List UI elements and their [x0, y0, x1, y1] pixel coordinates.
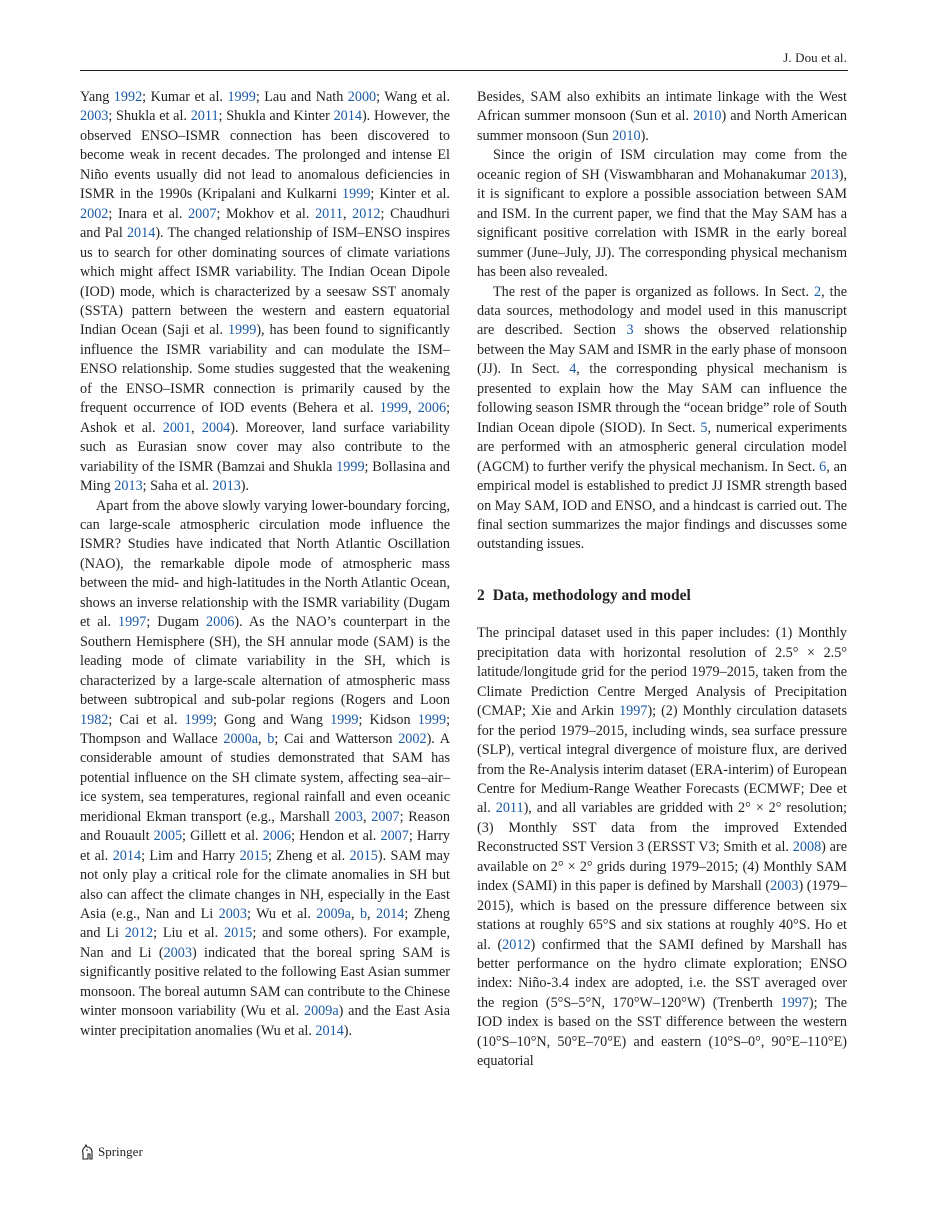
citation-link[interactable]: 1999 [227, 322, 257, 339]
text-run: ; Zheng et al. [267, 847, 350, 864]
text-run: shows the observed relationship between the May SAM and ISMR in the early phase of monsoon (JJ). In Sect. [477, 322, 847, 378]
paragraph [477, 146, 847, 282]
text-run: ), has been found to significantly influence the ISMR variability and can modulate the ISM–ENSO relationship. Some studies suggested that the weakening of the ENSO–ISMR connection is primarily caused by the frequent occurrence of IOD events (Behera et al. [80, 322, 451, 417]
text-run: ), it is significant to explore a possible association between SAM and ISM. In the current paper, we find that the May SAM has a significant positive correlation with ISMR in the early boreal summer (June–July, JJ). The corresponding physical mechanism has been also revealed. [477, 166, 847, 281]
citation-link[interactable]: 2012 [502, 936, 531, 953]
citation-link[interactable]: 4 [569, 361, 577, 378]
citation-link[interactable]: 3 [626, 322, 634, 339]
citation-link[interactable]: 2014 [333, 108, 362, 125]
text-run: ; Harry et al. [80, 828, 451, 864]
citation-link[interactable]: 1997 [117, 614, 147, 631]
citation-link[interactable]: 2007 [188, 205, 217, 222]
citation-link[interactable]: 2003 [334, 808, 364, 825]
citation-link[interactable]: 2001 [162, 419, 192, 436]
citation-link[interactable]: 2015 [239, 847, 268, 864]
text-run: ; Chaudhuri and Pal [80, 205, 450, 242]
text-run: , [367, 906, 377, 923]
header-rule [80, 70, 848, 71]
text-run: ; Kinter et al. [370, 186, 450, 203]
citation-link[interactable]: 1999 [417, 711, 447, 728]
citation-link[interactable]: 2014 [376, 906, 405, 923]
text-run: , an empirical model is established to predict JJ ISMR strength based on May SAM, IOD and ENSO, and a hindcast is carried out. The final section summarizes the major findings and discusses some outstanding issues. [477, 458, 847, 553]
text-run: ) confirmed that the SAMI defined by Marshall has better performance on the hydro climate exploration; ENSO index: Niño-3.4 index are adopted, i.e. the SST averaged over the region (5°S–5°N, 170°W–120°W) (Trenberth [477, 936, 847, 1011]
text-run: ). However, the observed ENSO–ISMR connection has been discovered to become weak in recent decades. The prolonged and intense El Niño events usually did not lead to anomalous deficiencies in ISMR in the 1990s (Kripalani and Kulkarni [80, 108, 450, 203]
text-run: The rest of the paper is organized as follows. In Sect. [493, 283, 815, 300]
text-run: ; Shukla et al. [108, 108, 191, 125]
citation-link[interactable]: 2003 [770, 878, 799, 895]
footer [80, 1144, 143, 1160]
paragraph [80, 497, 450, 1042]
section-number: 2 [477, 586, 485, 604]
text-run: ; Mokhov et al. [216, 205, 316, 222]
text-run: , [342, 205, 353, 222]
text-run: ). [640, 127, 649, 144]
citation-link[interactable]: 1992 [113, 89, 143, 105]
citation-link[interactable]: 2012 [352, 205, 381, 222]
text-run: ; Lim and Harry [141, 847, 240, 864]
text-run: , numerical experiments are performed with an atmospheric general circulation model (AGCM) to further verify the physical mechanism. In Sect. [477, 419, 847, 475]
text-run: ). A considerable amount of studies demonstrated that SAM has potential influence on the SH climate system, affecting sea–air–ice system, sea temperatures, regional rainfall and even oceanic meridional Ekman transport (e.g., Marshall [80, 730, 451, 825]
citation-link[interactable]: 2010 [612, 127, 641, 144]
section-title: Data, methodology and model [492, 586, 691, 604]
citation-link[interactable]: 2003 [163, 944, 192, 961]
text-run: ; Wang et al. [376, 89, 451, 105]
text-run: ; Kidson [358, 711, 418, 728]
text-run: ) and North American summer monsoon (Sun [477, 108, 847, 144]
text-run: , [350, 906, 360, 923]
citation-link[interactable]: 1999 [342, 186, 371, 203]
text-run: ; Wu et al. [246, 906, 317, 923]
citation-link[interactable]: 2011 [190, 108, 219, 125]
springer-horse-icon [80, 1144, 94, 1160]
citation-link[interactable]: 2002 [398, 730, 427, 747]
text-run: ; and some others). For example, Nan and Li ( [80, 925, 450, 961]
citation-link[interactable]: 6 [819, 458, 827, 475]
text-run: , the corresponding physical mechanism is presented to explain how the May SAM can influence the following season ISMR through the “ocean bridge” role of South Indian Ocean dipole (SIOD). In Sect. [477, 361, 847, 436]
text-run: Yang [80, 89, 114, 105]
text-run: ; Ashok et al. [80, 400, 451, 436]
citation-link[interactable]: 1997 [780, 994, 809, 1011]
citation-link[interactable]: b [267, 730, 275, 747]
citation-link[interactable]: 1999 [184, 711, 214, 728]
text-run: ; Bollasina and Ming [80, 458, 450, 495]
text-run: Apart from the above slowly varying lower-boundary forcing, can large-scale atmospheric circulation mode influence the ISMR? Studies have indicated that North Atlantic Oscillation (NAO), the remarkable dipole mode of atmospheric mass between the mid- and high-latitudes in the North Atlantic Ocean, shows an inverse relationship with the ISMR variability (Dugam et al. [80, 497, 450, 631]
paragraph [477, 88, 847, 146]
citation-link[interactable]: 1982 [80, 711, 109, 728]
text-run: ; Thompson and Wallace [80, 711, 451, 747]
citation-link[interactable]: 2009a [303, 1003, 339, 1020]
citation-link[interactable]: 2013 [810, 166, 839, 183]
citation-link[interactable]: 2015 [349, 847, 378, 864]
citation-link[interactable]: 1999 [336, 458, 365, 475]
citation-link[interactable]: 2007 [380, 828, 409, 845]
text-run: ) are available on 2° × 2° grids during 1979–2015; (4) Monthly SAM index (SAMI) in this paper is defined by Marshall ( [477, 839, 848, 895]
text-run: ) (1979–2015), which is based on the pressure difference between six stations at roughly 65°S and six stations at roughly 40°S. Ho et al. ( [477, 878, 847, 953]
text-run: ; Hendon et al. [291, 828, 381, 845]
text-run: ) indicated that the boreal spring SAM is significantly positive related to the following East Asian summer monsoon. The boreal autumn SAM can contribute to the Chinese winter monsoon variability (Wu et al. [80, 944, 450, 1020]
citation-link[interactable]: 2006 [262, 828, 292, 845]
citation-link[interactable]: 2002 [80, 205, 109, 222]
text-run: ). SAM may not only play a critical role for the climate anomalies in SH but also can affect the climate changes in NH, especially in the East Asia (e.g., Nan and Li [80, 847, 451, 923]
text-run: ); (2) Monthly circulation datasets for the period 1979–2015, including winds, sea surface pressure (SLP), vertical integral divergence of moisture flux, are derived from the Re-Analysis interim dataset (ERA-interim) of European Centre for Medium-Range Weather Forecasts (ECMWF; Dee et al. [477, 703, 847, 817]
citation-link[interactable]: 2007 [371, 808, 400, 825]
text-run: ). Moreover, land surface variability such as Eurasian snow cover may also contribute to the variability of the ISMR (Bamzai and Shukla [80, 419, 450, 475]
text-run: ; Saha et al. [142, 478, 213, 495]
text-run: ). As the NAO’s counterpart in the Southern Hemisphere (SH), the SH annular mode (SAM) is the leading mode of climate variability in the SH, which is characterized by a large-scale alternation of atmospheric mass between subtropical and sub-polar regions (Rogers and Loon [80, 614, 450, 709]
citation-link[interactable]: 2013 [212, 478, 241, 495]
text-run: ; Liu et al. [153, 925, 224, 942]
paragraph [477, 624, 847, 1071]
paragraph [80, 88, 450, 497]
citation-link[interactable]: 2011 [495, 800, 524, 817]
citation-link[interactable]: b [359, 906, 368, 923]
running-header-author: J. Dou et al. [783, 50, 847, 65]
citation-link[interactable]: 2006 [417, 400, 447, 417]
section-heading [477, 586, 847, 605]
text-run: , [363, 808, 372, 825]
citation-link[interactable]: 1999 [379, 400, 409, 417]
publisher-name: Springer [98, 1144, 143, 1159]
text-run: ; Gillett et al. [182, 828, 263, 845]
text-run: The principal dataset used in this paper includes: (1) Monthly precipitation data with horizontal resolution of 2.5° × 2.5° latitude/longitude grid for the period 1979–2015, taken from the Climate Prediction Centre Merged Analysis of Precipitation (CMAP; Xie and Arkin [477, 625, 847, 720]
citation-link[interactable]: 2014 [126, 225, 156, 242]
citation-link[interactable]: 5 [700, 419, 708, 436]
text-run: ) and the East Asia winter precipitation anomalies (Wu et al. [80, 1003, 450, 1039]
text-run: , the data sources, methodology and model used in this manuscript are described. Section [477, 283, 847, 339]
text-run: ; Cai and Watterson [274, 730, 399, 747]
citation-link[interactable]: 2014 [315, 1022, 344, 1039]
text-run: ). [240, 478, 250, 495]
text-run: ; Gong and Wang [213, 711, 331, 728]
text-run: , [191, 419, 202, 436]
citation-link[interactable]: 2003 [218, 906, 247, 923]
citation-link[interactable]: 2004 [201, 419, 231, 436]
citation-link[interactable]: 2010 [693, 108, 722, 125]
text-run: ). The changed relationship of ISM–ENSO inspires us to search for other dominating sources of climate variations which might affect ISMR variability. The Indian Ocean Dipole (IOD) mode, which is characterized by a seesaw SST anomaly (SSTA) pattern between the western and eastern equatorial Indian Ocean (Saji et al. [80, 225, 450, 339]
text-run: ; Inara et al. [108, 205, 189, 222]
text-run: ). [343, 1022, 353, 1039]
citation-link[interactable]: 2008 [792, 839, 822, 856]
citation-link[interactable]: 2000a [223, 730, 259, 747]
text-run: ; Reason and Rouault [80, 808, 450, 845]
text-run: , [408, 400, 418, 417]
text-run: ; Dugam [146, 614, 207, 631]
citation-link[interactable]: 2013 [114, 478, 143, 495]
citation-link[interactable]: 1999 [330, 711, 359, 728]
text-run: ; Lau and Nath [255, 89, 348, 105]
text-run: ; Shukla and Kinter [218, 108, 334, 125]
citation-link[interactable]: 2000 [347, 89, 377, 105]
citation-link[interactable]: 2005 [153, 828, 183, 845]
text-run: ; Zheng and Li [80, 906, 450, 942]
text-run: Since the origin of ISM circulation may come from the oceanic region of SH (Viswambharan and Mohanakumar [477, 147, 847, 183]
left-column [80, 88, 450, 1041]
text-run: ; Cai et al. [108, 711, 185, 728]
citation-link[interactable]: 1997 [619, 703, 648, 720]
citation-link[interactable]: 2003 [80, 108, 109, 125]
text-run: , [258, 730, 268, 747]
text-run: ; Kumar et al. [142, 89, 228, 105]
citation-link[interactable]: 2015 [223, 925, 253, 942]
citation-link[interactable]: 2011 [315, 205, 343, 222]
citation-link[interactable]: 2009a [316, 906, 351, 923]
citation-link[interactable]: 1999 [227, 89, 256, 105]
citation-link[interactable]: 2 [814, 283, 822, 300]
paragraph [477, 283, 847, 555]
text-run: ); The IOD index is based on the SST difference between the western (10°S–10°N, 50°E–70°E) and eastern (10°S–0°, 90°E–110°E) equatorial [477, 994, 848, 1070]
right-column [477, 88, 847, 1072]
citation-link[interactable]: 2006 [206, 614, 235, 631]
text-run: ), and all variables are gridded with 2° × 2° resolution; (3) Monthly SST data from the improved Extended Reconstructed SST Version 3 (ERSST V3; Smith et al. [477, 800, 847, 856]
text-run: Besides, SAM also exhibits an intimate linkage with the West African summer monsoon (Sun et al. [477, 89, 847, 125]
citation-link[interactable]: 2014 [112, 847, 142, 864]
citation-link[interactable]: 2012 [124, 925, 154, 942]
